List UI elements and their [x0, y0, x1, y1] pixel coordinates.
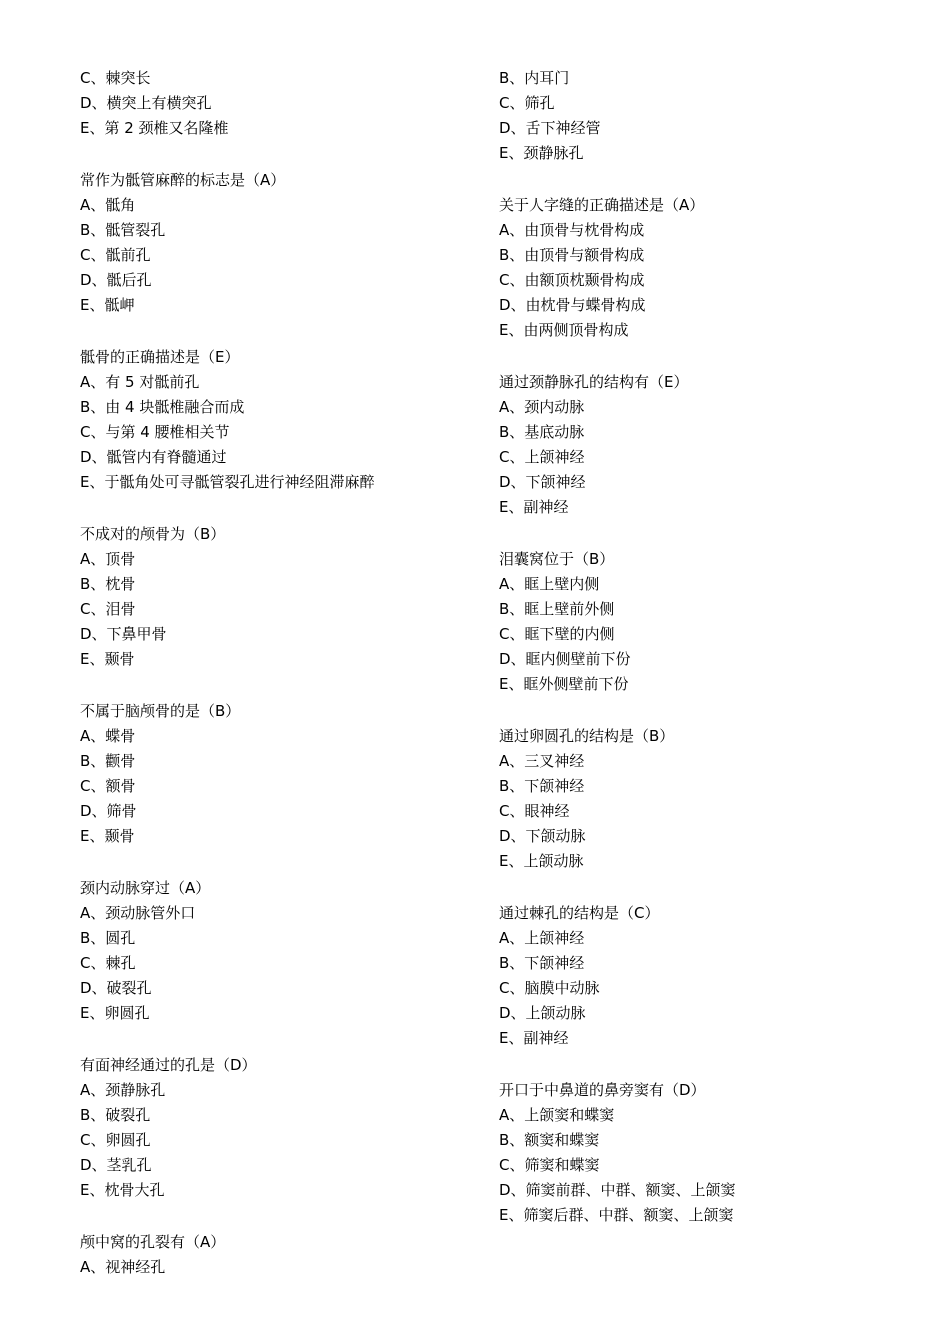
option-text: E、颞骨 [80, 827, 135, 845]
option-text: C、与第 4 腰椎相关节 [80, 423, 230, 441]
option-text: A、颈动脉管外口 [80, 904, 196, 922]
question-block [80, 168, 480, 318]
option-text: B、圆孔 [80, 929, 136, 947]
question-text: 颈内动脉穿过（A） [80, 879, 211, 897]
question-block [80, 1230, 480, 1280]
option-text: D、骶管内有脊髓通过 [80, 448, 227, 466]
option-text: D、筛骨 [80, 802, 137, 820]
option-text: D、舌下神经管 [499, 119, 601, 137]
question-text: 关于人字缝的正确描述是（A） [499, 196, 705, 214]
option-text: A、颈静脉孔 [80, 1081, 166, 1099]
option-text: D、骶后孔 [80, 271, 152, 289]
option-text: C、筛窦和蝶窦 [499, 1156, 600, 1174]
question-block [80, 66, 480, 141]
option-text: E、眶外侧壁前下份 [499, 675, 629, 693]
question-block [80, 876, 480, 1026]
question-block [499, 547, 929, 697]
option-text: E、卵圆孔 [80, 1004, 150, 1022]
option-text: E、于骶角处可寻骶管裂孔进行神经阻滞麻醉 [80, 473, 375, 491]
option-text: D、眶内侧壁前下份 [499, 650, 631, 668]
option-text: A、由顶骨与枕骨构成 [499, 221, 645, 239]
option-text: B、骶管裂孔 [80, 221, 166, 239]
option-text: C、泪骨 [80, 600, 136, 618]
question-block [499, 1078, 929, 1228]
question-text: 通过颈静脉孔的结构有（E） [499, 373, 689, 391]
option-text: A、三叉神经 [499, 752, 585, 770]
option-text: E、第 2 颈椎又名隆椎 [80, 119, 229, 137]
option-text: C、眼神经 [499, 802, 570, 820]
option-text: A、颈内动脉 [499, 398, 585, 416]
question-block [80, 522, 480, 672]
option-text: A、骶角 [80, 196, 136, 214]
option-text: E、上颌动脉 [499, 852, 584, 870]
option-text: E、颞骨 [80, 650, 135, 668]
option-text: C、卵圆孔 [80, 1131, 151, 1149]
question-block [499, 724, 929, 874]
left-column [80, 66, 480, 1307]
option-text: B、额窦和蝶窦 [499, 1131, 600, 1149]
option-text: E、颈静脉孔 [499, 144, 584, 162]
question-text: 常作为骶管麻醉的标志是（A） [80, 171, 286, 189]
option-text: C、上颌神经 [499, 448, 585, 466]
option-text: C、骶前孔 [80, 246, 151, 264]
question-block [80, 1053, 480, 1203]
option-text: D、筛窦前群、中群、额窦、上颌窦 [499, 1181, 736, 1199]
option-text: C、棘孔 [80, 954, 136, 972]
question-text: 通过棘孔的结构是（C） [499, 904, 660, 922]
question-text: 开口于中鼻道的鼻旁窦有（D） [499, 1081, 706, 1099]
option-text: B、下颌神经 [499, 954, 585, 972]
question-block [499, 901, 929, 1051]
option-text: D、下颌神经 [499, 473, 586, 491]
option-text: A、上颌神经 [499, 929, 585, 947]
option-text: B、基底动脉 [499, 423, 585, 441]
option-text: A、视神经孔 [80, 1258, 166, 1276]
question-block [499, 370, 929, 520]
option-text: D、由枕骨与蝶骨构成 [499, 296, 646, 314]
option-text: C、脑膜中动脉 [499, 979, 600, 997]
question-text: 泪囊窝位于（B） [499, 550, 615, 568]
question-text: 不属于脑颅骨的是（B） [80, 702, 241, 720]
option-text: C、由额顶枕颞骨构成 [499, 271, 645, 289]
question-block [499, 66, 929, 166]
question-text: 有面神经通过的孔是（D） [80, 1056, 257, 1074]
question-block [499, 193, 929, 343]
option-text: E、枕骨大孔 [80, 1181, 165, 1199]
option-text: E、骶岬 [80, 296, 135, 314]
option-text: D、下鼻甲骨 [80, 625, 167, 643]
option-text: B、破裂孔 [80, 1106, 151, 1124]
option-text: D、破裂孔 [80, 979, 152, 997]
question-block [80, 345, 480, 495]
option-text: D、下颌动脉 [499, 827, 586, 845]
question-block [80, 699, 480, 849]
option-text: C、筛孔 [499, 94, 555, 112]
right-column [499, 66, 929, 1255]
question-text: 不成对的颅骨为（B） [80, 525, 226, 543]
question-text: 颅中窝的孔裂有（A） [80, 1233, 226, 1251]
option-text: E、副神经 [499, 498, 569, 516]
option-text: D、上颌动脉 [499, 1004, 586, 1022]
option-text: A、眶上壁内侧 [499, 575, 600, 593]
option-text: B、枕骨 [80, 575, 136, 593]
option-text: E、筛窦后群、中群、额窦、上颌窦 [499, 1206, 734, 1224]
option-text: B、由顶骨与额骨构成 [499, 246, 645, 264]
option-text: E、副神经 [499, 1029, 569, 1047]
option-text: B、颧骨 [80, 752, 136, 770]
option-text: A、上颌窦和蝶窦 [499, 1106, 615, 1124]
question-text: 骶骨的正确描述是（E） [80, 348, 240, 366]
option-text: A、顶骨 [80, 550, 136, 568]
option-text: B、下颌神经 [499, 777, 585, 795]
option-text: D、茎乳孔 [80, 1156, 152, 1174]
option-text: A、有 5 对骶前孔 [80, 373, 200, 391]
option-text: E、由两侧顶骨构成 [499, 321, 629, 339]
option-text: A、蝶骨 [80, 727, 136, 745]
question-text: 通过卵圆孔的结构是（B） [499, 727, 675, 745]
option-text: B、由 4 块骶椎融合而成 [80, 398, 245, 416]
option-text: C、棘突长 [80, 69, 151, 87]
option-text: D、横突上有横突孔 [80, 94, 212, 112]
option-text: C、眶下壁的内侧 [499, 625, 615, 643]
option-text: B、内耳门 [499, 69, 570, 87]
option-text: B、眶上壁前外侧 [499, 600, 615, 618]
option-text: C、额骨 [80, 777, 136, 795]
